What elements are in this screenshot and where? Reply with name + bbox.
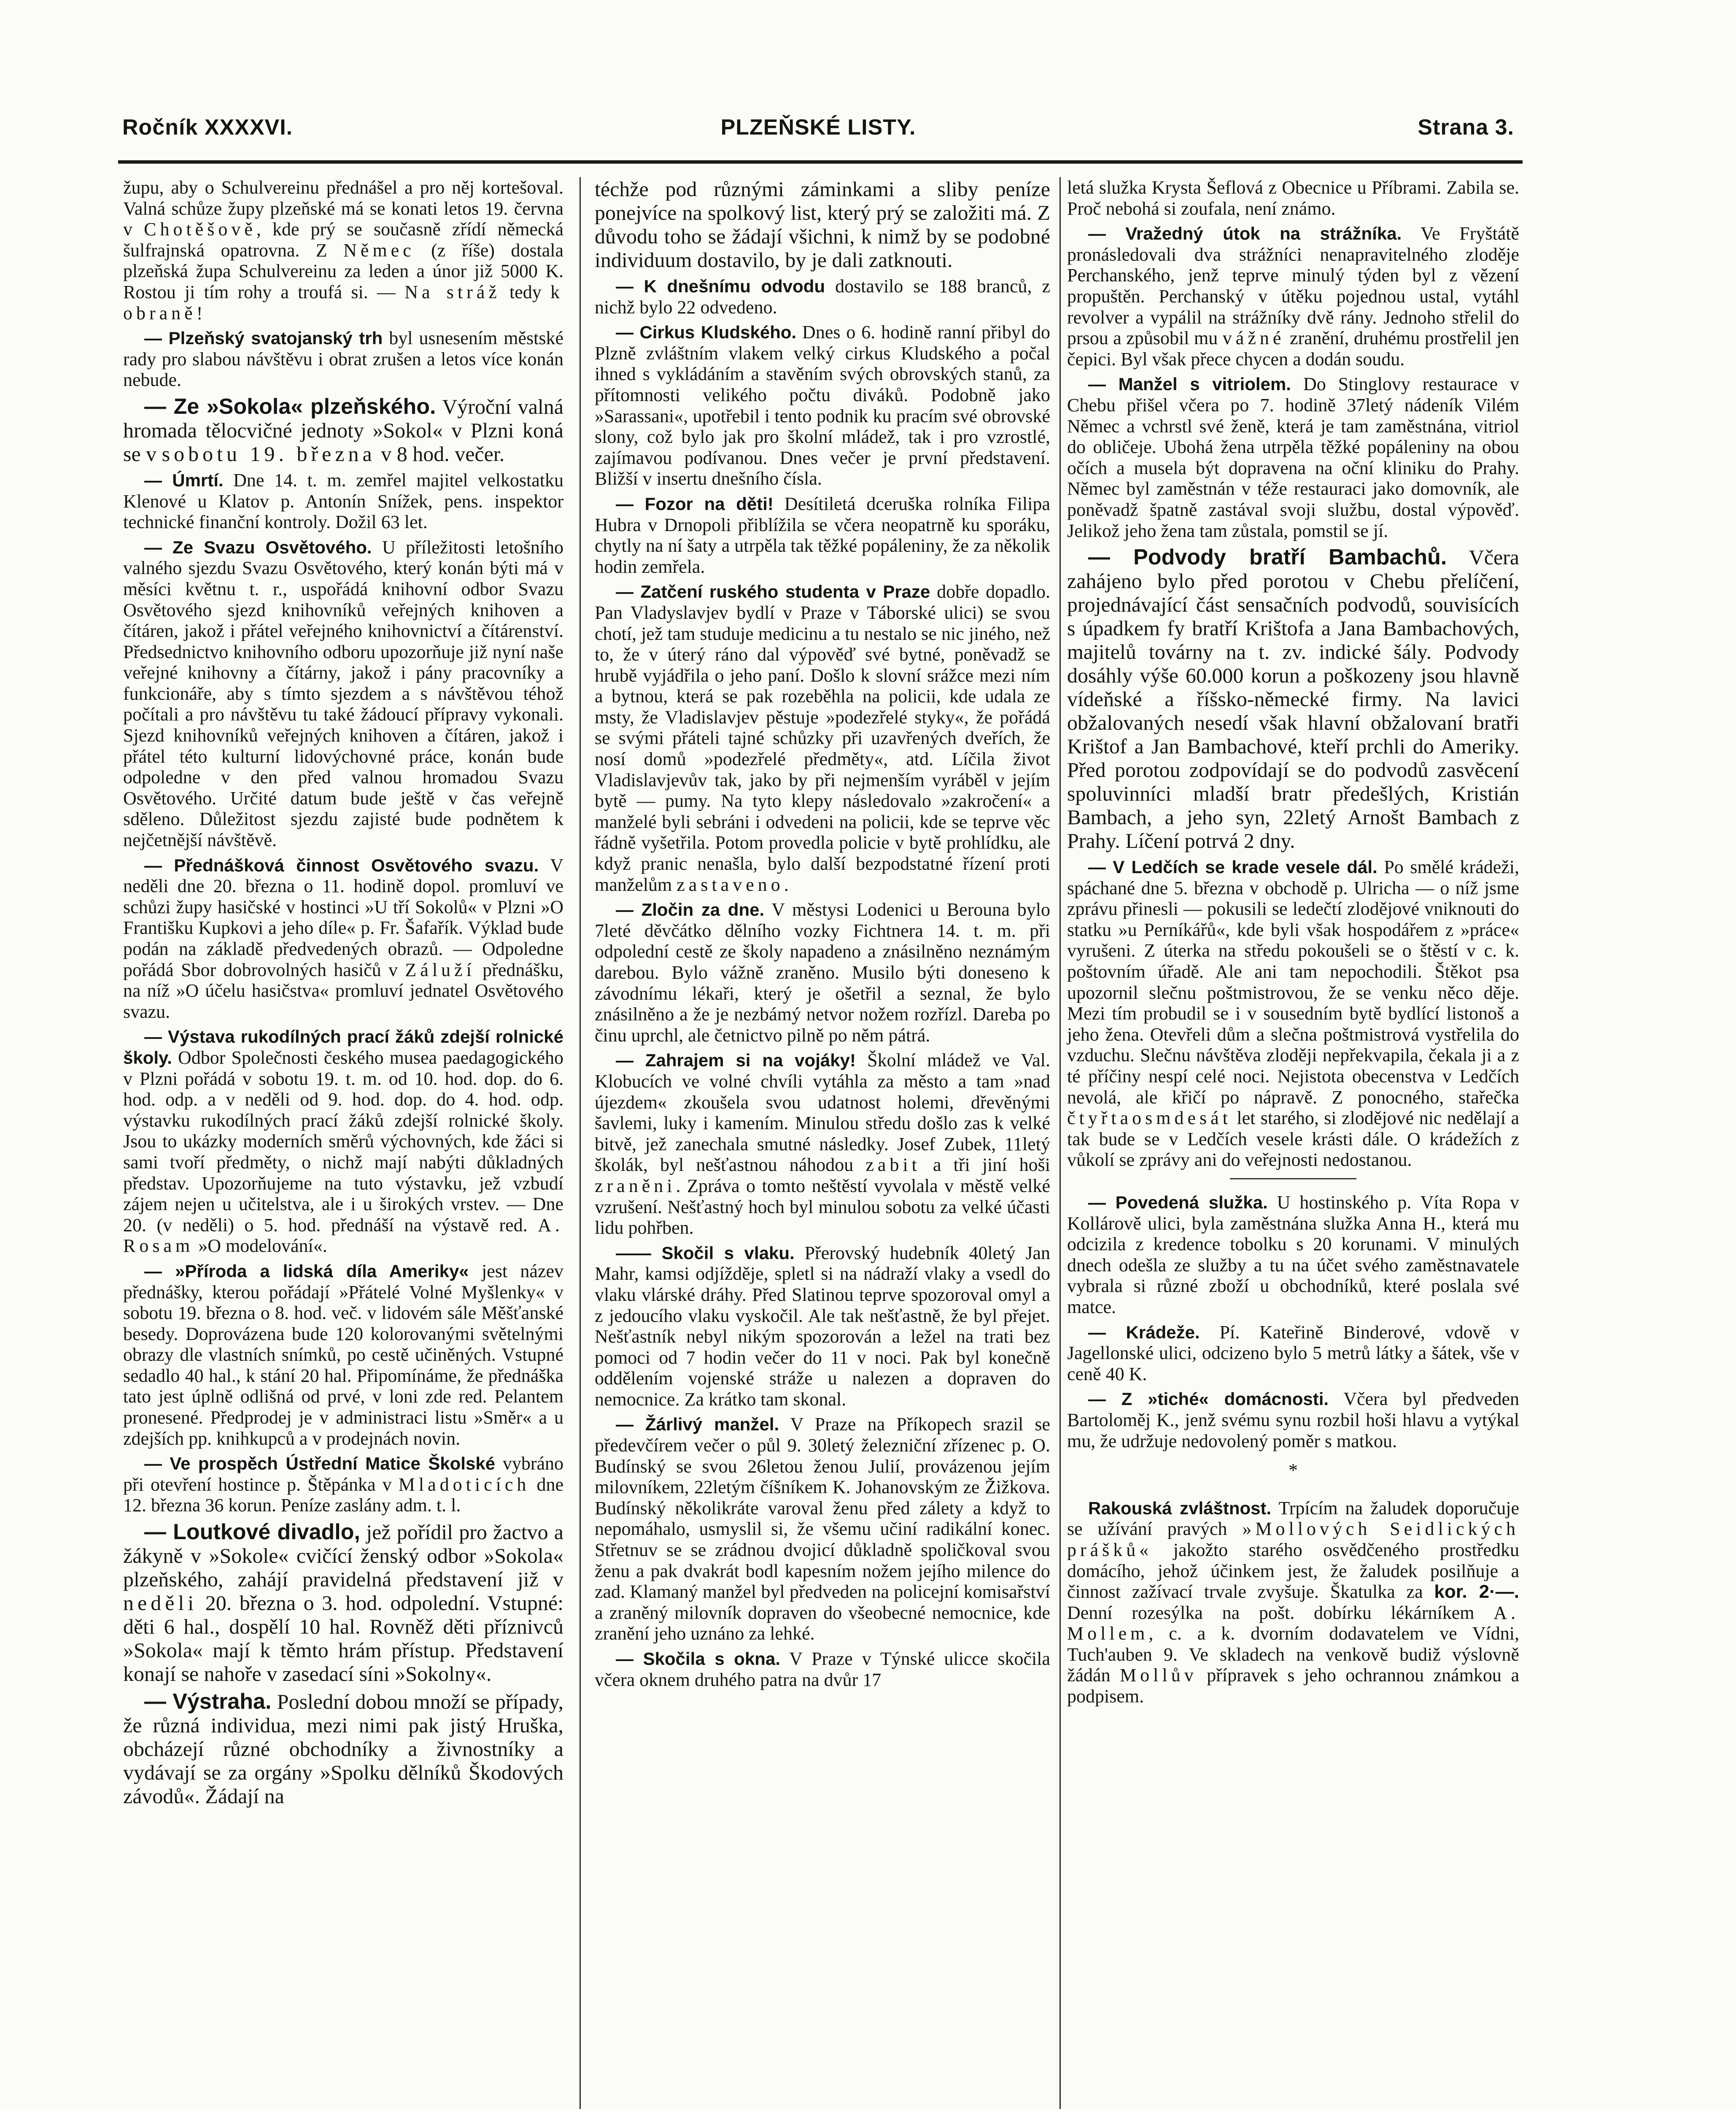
article: — Zatčení ruského studenta v Praze dobře dopadlo. Pan Vladyslavjev bydlí v Praze v Táborské ulici) se svou chotí, jež tam studuje medicinu a tu nestalo se nic jiného, než to, že v úterý ráno dal výpověď své bytné, poněvadž se hrubě vyjádřila o jeho paní. Došlo k slovní srážce mezi ním a bytnou, která se pak rozeběhla na policii, kde udala ze msty, že Vladislavjev pěstuje »podezřelé styky«, že pořádá se svými přáteli tajné schůzky při uzavřených dveřích, že nosí domů »podezřelé předměty«, atd. Líčila život Vladislavjevův tak, jako by při nejmenším vyráběl v jejím bytě — pumy. Na tyto klepy následovalo »zakročení« a manželé byli sebráni i odvedeni na policii, kde se teprve věc řádně vyšetřila. Potom provedla policie v bytě prohlídku, ale když pranic nenašla, bylo další bezpodstatné řízení proti manželům zastaveno.: [595, 581, 1051, 895]
article-heading: — Výstraha.: [144, 1689, 272, 1714]
article-heading: — V Ledčích se krade vesele dál.: [1088, 857, 1377, 877]
article-heading: — Zločin za dne.: [616, 900, 765, 920]
article: — Zahrajem si na vojáky! Školní mládež ve Val. Klobucích ve volné chvíli vytáhla za město a tam »nad újezdem« zkoušela svou udatnost holemi, dřevěnými šavlemi, luky i kamením. Minulou středu došlo zas k velké bitvě, jež zanechala smutné následky. Josef Zubek, 11letý školák, byl nešťastnou náhodou zabit a tři jiní hoši zraněni. Zpráva o tomto neštěstí vyvolala v městě velké vzrušení. Nešťastný hoch byl minulou sobotu za velké účasti lidu pohřben.: [595, 1050, 1051, 1238]
article: — Podvody bratří Bambachů. Včera zahájeno bylo před porotou v Chebu přelíčení, projednávající část sensačních podvodů, souvisících s úpadkem fy bratří Krištofa a Jana Bambachových, majitelů továrny na t. zv. indické šály. Podvody dosáhly výše 60.000 korun a poškozeny jsou hlavně vídeňské a říšsko-německé firmy. Na lavici obžalovaných nesedí však hlavní obžalovaní bratři Krištof a Jan Bambachové, kteří prchli do Ameriky. Před porotou zodpovídají se do podvodů zasvěcení spoluvinníci mladší bratr předešlých, Kristián Bambach, a jeho syn, 22letý Arnošt Bambach z Prahy. Líčení potrvá 2 dny.: [1067, 545, 1519, 853]
article: — Ze Svazu Osvětového. U příležitosti letošního valného sjezdu Svazu Osvětového, který konán býti má v měsíci květnu t. r., uspořádá knihovní odbor Svazu Osvětového sjezd knihovníků veřejných knihoven a čítáren, jakož i přátel veřejného knihovnictví a čítárenství. Předsednictvo knihovního odboru upozorňuje již nyní naše veřejné knihovny a čítárny, jakož i pány pracovníky a funkcionáře, aby s tímto sjezdem a s návštěvou téhož počítali a pro návštěvu tu také žádoucí přípravy vykonali. Sjezd knihovníků veřejných knihoven a čítáren, jakož i přátel této kulturní lidovýchovné práce, konán bude odpoledne v den před valnou hromadou Svazu Osvětového. Určité datum bude ještě v čas veřejně sděleno. Důležitost sjezdu zajisté bude podnětem k nejčetnější návštěvě.: [123, 537, 563, 851]
article: — Zločin za dne. V městysi Lodenici u Berouna bylo 7leté děvčátko dělního vozky Fichtnera 14. t. m. při odpolední cestě ze školy napadeno a znásilněno neznámým darebou. Bylo vážně zraněno. Musilo býti doneseno k závodnímu lékaři, který je ošetřil a seznal, že bylo znásilněno a že je nezbámý netvor nožem rozřízl. Dareba po činu uprchl, ale četnictvo pilně po něm pátrá.: [595, 899, 1050, 1046]
article: — Povedená služka. U hostinského p. Víta Ropa v Kollárově ulici, byla zaměstnána služka Anna H., která mu odcizila z kredence tobolku s 20 korunami. V minulých dnech odešla ze služby a tu na účet svého zaměstnavatele vybrala si různé zboží u obchodníků, které poslala své matce.: [1067, 1192, 1519, 1317]
article: — Krádeže. Pí. Kateřině Binderové, vdově v Jagellonské ulici, odcizeno bylo 5 metrů látky a šátek, vše v ceně 40 K.: [1067, 1321, 1519, 1384]
article: — Výstraha. Poslední dobou množí se případy, že různá individua, mezi nimi pak jistý Hruška, obcházejí různé obchodníky a živnostníky a vydávají se za orgány »Spolku dělníků Škodových závodů«. Žádají na: [123, 1689, 563, 1808]
article: — Plzeňský svatojanský trh byl usnesením městské rady pro slabou návštěvu i obrat zrušen a letos více konán nebude.: [123, 328, 564, 391]
article-heading: — Zahrajem si na vojáky!: [616, 1050, 856, 1071]
column-2: [595, 177, 1050, 2109]
article-heading: — Ze Svazu Osvětového.: [144, 537, 372, 557]
volume-number: Ročník XXXXVI.: [122, 115, 293, 140]
newspaper-title: PLZEŇSKÉ LISTY.: [720, 115, 916, 140]
page-header: [122, 115, 1514, 157]
column-1: [123, 177, 563, 2109]
column-rule: [1059, 177, 1061, 2109]
article: — K dnešnímu odvodu dostavilo se 188 branců, z nichž bylo 22 odvedeno.: [595, 276, 1051, 318]
article-heading: — Krádeže.: [1088, 1322, 1200, 1342]
section-star: *: [1289, 1460, 1298, 1481]
article-heading: Rakouská zvláštnost.: [1088, 1498, 1272, 1518]
article: — Fozor na děti! Desítiletá dceruška rolníka Filipa Hubra v Drnopoli přiblížila se včera neopatrně ku sporáku, chytly na ní šaty a utrpěla tak těžké popáleniny, že za několik hodin zemřela.: [595, 493, 1051, 577]
section-rule: [1230, 1178, 1356, 1179]
article: — Vražedný útok na strážníka. Ve Fryštátě pronásledovali dva strážníci nenapravitelného zloděje Perchanského, jenž teprve minulý týden byl z vězení propuštěn. Perchanský v útěku pojednou ustal, vytáhl revolver a vypálil na strážníky dvě rány. Jednoho střelil do prsou a způsobil mu vážné zranění, druhému prostřelil jen čepici. Byl však přece chycen a dodán soudu.: [1067, 223, 1520, 369]
article: — Manžel s vitriolem. Do Stinglovy restaurace v Chebu přišel včera po 7. hodině 37letý nádeník Vilém Němec a vchrstl své ženě, která je tam zaměstnána, vitriol do obličeje. Ubohá žena utrpěla těžké popáleniny na obou očích a musela být dopravena na oční kliniku do Prahy. Němec byl zaměstnán v téže restauraci jako domovník, ale poněvadž špatně zastával svoji službu, dostal výpověď. Jelikož jeho žena tam zůstala, pomstil se jí.: [1067, 374, 1520, 541]
article-heading: — Vražedný útok na strážníka.: [1088, 224, 1402, 244]
article-heading: —— Skočil s vlaku.: [616, 1243, 795, 1263]
header-rule: [118, 160, 1523, 164]
article: — Úmrtí. Dne 14. t. m. zemřel majitel velkostatku Klenové u Klatov p. Antonín Snížek, pens. inspektor technické finanční kontroly. Dožil 63 let.: [123, 469, 563, 533]
article: — Loutkové divadlo, jež pořídil pro žactvo a žákyně v »Sokole« cvičící ženský odbor »Sokola« plzeňského, zahájí pravidelná představení již v neděli 20. března o 3. hod. odpolední. Vstupné: děti 6 hal., dospělí 10 hal. Rovněž děti příznivců »Sokola« mají k těmto hrám přístup. Představení konají se nahoře v zasedací síni »Sokolny«.: [123, 1520, 564, 1686]
page-number: Strana 3.: [1418, 115, 1514, 140]
article-heading: — Ve prospěch Ústřední Matice Školské: [144, 1454, 496, 1474]
column-3: [1067, 177, 1519, 2109]
article-heading: — Manžel s vitriolem.: [1088, 374, 1291, 394]
article-heading: — Zatčení ruského studenta v Praze: [616, 582, 930, 602]
article-heading: — Loutkové divadlo,: [144, 1520, 360, 1545]
column-rule: [580, 177, 581, 2109]
article: — Ve prospěch Ústřední Matice Školské vybráno při otevření hostince p. Štěpánka v Mladoticích dne 12. března 36 korun. Peníze zaslány adm. t. l.: [123, 1453, 564, 1516]
advertisement: Rakouská zvláštnost. Trpícím na žaludek doporučuje se užívání pravých »Mollových Seidlických prášků« jakožto starého osvědčeného prostředku domácího, jehož účinkem jest, že žaludek posilňuje a činnost zažívací trvale zvyšuje. Škatulka za kor. 2·—. Denní rozesýlka na pošt. dobírku lékárníkem A. Mollem, c. a k. dvorním dodavatelem ve Vídni, Tuch'auben 9. Ve skladech na venkově budiž výslovně žádán Mollův přípravek s jeho ochrannou známkou a podpisem.: [1067, 1497, 1520, 1707]
article: — Skočila s okna. V Praze v Týnské ulicce skočila včera oknem druhého patra na dvůr 17: [595, 1648, 1050, 1690]
article-heading: — »Příroda a lidská díla Ameriky«: [144, 1261, 469, 1281]
article-heading: — Fozor na děti!: [616, 494, 774, 514]
article-heading: — Plzeňský svatojanský trh: [144, 328, 383, 348]
article-heading: — Přednášková činnost Osvětového svazu.: [144, 855, 539, 875]
article: — Výstava rukodílných prací žáků zdejší rolnické školy. Odbor Společnosti českého musea paedagogického v Plzni pořádá v sobotu 19. t. m. od 10. hod. dop. do 6. hod. odp. a v neděli od 9. hod. dop. do 4. hod. odp. výstavku rukodílných prací žáků zdejší rolnické školy. Jsou to ukázky moderních směrů výchovných, kde žáci si sami tvoří předměty, o nichž mají nabýti důkladných představ. Upozorňujeme na tuto výstavku, jež vzbudí zájem nejen u učitelstva, ale i u širokých vrstev. — Dne 20. (v neděli) o 5. hod. přednáší na výstavě red. A. Rosam »O modelování«.: [123, 1027, 563, 1257]
article: — V Ledčích se krade vesele dál. Po smělé krádeži, spáchané dne 5. března v obchodě p. Ulricha — o níž jsme zprávu přinesli — pokusili se ledečtí zlodějové vniknouti do statku »u Perníkářů«, kde byli však hospodářem z »práce« vyrušeni. Z úterka na středu pokoušeli se o štěstí v c. k. poštovním úřadě. Ale ani tam nepochodili. Štěkot psa upozornil slečnu poštmistrovou, že se venku něco děje. Mezi tím probudil se i v sousedním bytě bydlící listonoš a jeho žena. Otevřeli dům a slečna poštmistrová vystřelila do vzduchu. Slečnu návštěva zloději nepřekvapila, čekala ji a z té příčiny nespí celé noci. Nejistota obecenstva v Ledčích nevolá, ale křičí po nápravě. Z ponocného, stařečka čtyřtaosmdesát let starého, si zlodějové nic nedělají a tak bude se v Ledčích vesele krásti dále. O krádežích z vůkolí se zprávy ani do veřejnosti nedostanou.: [1067, 857, 1520, 1170]
article-paragraph: letá služka Krysta Šeflová z Obecnice u Příbrami. Zabila se. Proč nebohá si zoufala, není známo.: [1067, 177, 1519, 219]
article-heading: — Z »tiché« domácnosti.: [1088, 1389, 1329, 1409]
article-heading: — Ze »Sokola« plzeňského.: [144, 394, 436, 419]
article: — Ze »Sokola« plzeňského. Výroční valná hromada tělocvičné jednoty »Sokol« v Plzni koná se v sobotu 19. března v 8 hod. večer.: [123, 394, 563, 466]
article: —— Skočil s vlaku. Přerovský hudebník 40letý Jan Mahr, kamsi odjížděje, spletl si na nádraží vlaky a vsedl do vlaku vlárské dráhy. Před Slatinou teprve spozoroval omyl a z jedoucího vlaku vyskočil. Ale tak nešťastně, že byl přejet. Nešťastník nebyl nikým spozorován a ležel na trati bez pomoci od 7 hodin večer do 11 v noci. Pak byl konečně oddělením vojenské stráže u nalezen a dopraven do nemocnice. Za krátko tam skonal.: [595, 1242, 1050, 1410]
article-paragraph: téchže pod různými záminkami a sliby peníze ponejvíce na spolkový list, který prý se založiti má. Z důvodu toho se žádají všichni, k nimž by se podobné individuum dostavilo, by je dali zatknouti.: [595, 177, 1050, 272]
article-heading: — Skočila s okna.: [616, 1649, 780, 1669]
article-heading: — Povedená služka.: [1088, 1192, 1268, 1212]
article-heading: — Žárlivý manžel.: [616, 1414, 779, 1435]
article: — Z »tiché« domácnosti. Včera byl předveden Bartoloměj K., jenž svému synu rozbil hoši hlavu a vytýkal mu, že udržuje nedovolený poměr s matkou.: [1067, 1389, 1519, 1451]
article-paragraph: župu, aby o Schulvereinu přednášel a pro něj kortešoval. Valná schůze župy plzeňské má se konati letos 19. června v Chotěšově, kde prý se současně zřídí německá šulfrajnská opatrovna. Z Němec (z říše) dostala plzeňská župa Schulvereinu za leden a únor již 5000 K. Rostou ji tím rohy a troufá si. — Na stráž tedy k obraně!: [123, 177, 564, 324]
article-heading: — Úmrtí.: [144, 470, 224, 490]
article-heading: — Výstava rukodílných prací žáků zdejší rolnické školy.: [123, 1027, 563, 1068]
article: — »Příroda a lidská díla Ameriky« jest název přednášky, kterou pořádají »Přátelé Volné Myšlenky« v sobotu 19. března o 8. hod. več. v lidovém sále Měšťanské besedy. Doprovázena bude 120 kolorovanými světelnými obrazy dle vlastních snímků, po cestě učiněných. Vstupné sedadlo 40 hal., k stání 20 hal. Připomínáme, že přednáška tato jest úplně odlišná od prvé, v loni zde red. Pelantem pronesené. Předprodej je v administraci listu »Směr« a u zdejších pp. knihkupců a v prodejnách novin.: [123, 1260, 564, 1449]
article: — Žárlivý manžel. V Praze na Příkopech srazil se předevčírem večer o půl 9. 30letý železniční zřízenec p. O. Budínský se svou 26letou ženou Julií, provázenou jejím milovníkem, 22letým číšníkem K. Johanovským ze Žižkova. Budínský několikráte varoval ženu před zálety a když to nepomáhalo, usmyslil si, že všemu učiní radikální konec. Střetnuv se se zrádnou dvojicí důkladně spoličkoval svou ženu a pak dvakrát bodl kapesním nožem jejího milence do zad. Klamaný manžel byl předveden na policejní komisařství a zraněný milovník dopraven do všeobecné nemocnice, kde zranění jeho uznáno za lehké.: [595, 1414, 1051, 1644]
article-heading: — Cirkus Kludského.: [616, 322, 797, 343]
article: — Přednášková činnost Osvětového svazu. V neděli dne 20. března o 11. hodině dopol. promluví ve schůzi župy hasičské v hostinci »U tří Sokolů« v Plzni »O Františku Kupkovi a jeho díle« p. Fr. Šafařík. Výklad bude podán na základě předvedených obrazů. — Odpoledne pořádá Sbor dobrovolných hasičů v Záluží přednášku, na níž »O účelu hasičstva« promluví jednatel Osvětového svazu.: [123, 855, 564, 1022]
article-heading: — K dnešnímu odvodu: [616, 276, 825, 296]
price: kor. 2·—.: [1434, 1581, 1519, 1602]
article-heading: — Podvody bratří Bambachů.: [1088, 545, 1447, 570]
article: — Cirkus Kludského. Dnes o 6. hodině ranní přibyl do Plzně zvláštním vlakem velký cirkus Kludského a počal ihned s vykládáním a stavěním svých obrovských stanů, za přítomnosti velikého počtu diváků. Podobně jako »Sarassani«, upotřebil i tento podnik ku pracím své obrovské slony, což bylo jak pro školní mládež, tak i pro vzrostlé, zajímavou podívanou. Dnes večer je první představení. Bližší v insertu dnešního čísla.: [595, 322, 1050, 489]
